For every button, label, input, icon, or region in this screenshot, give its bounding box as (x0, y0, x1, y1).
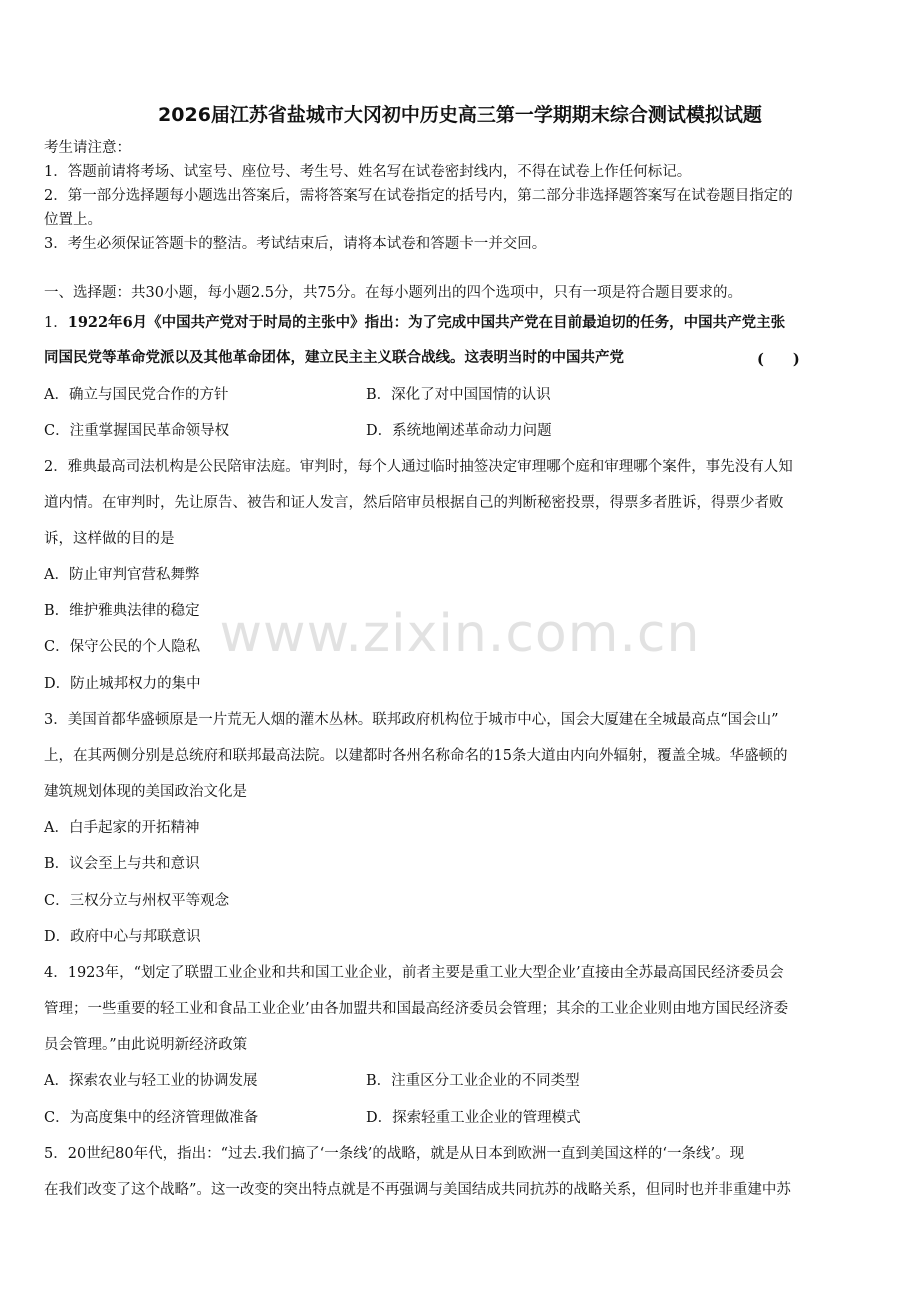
question-text-line: 1922年6月《中国共产党对于时局的主张中》指出：为了完成中国共产党在目前最迫切的任务，中国共产党主张 (67, 314, 786, 331)
question-text-line: 上，在其两侧分别是总统府和联邦最高法院。以建都时各州名称命名的15条大道由内向外辐射，覆盖全城。华盛顿的 (44, 748, 788, 764)
option-b[interactable]: B．深化了对中国国情的认识 (366, 387, 551, 403)
notice-item: 位置上。 (44, 212, 102, 228)
option-b[interactable]: B．议会至上与共和意识 (44, 856, 200, 872)
question-4-text: 4．1923年，“划定了联盟工业企业和共和国工业企业，前者主要是重工业大型企业’直接由全苏最高国民经济委员会 (44, 965, 784, 981)
option-a[interactable]: A．防止审判官营私舞弊 (44, 567, 200, 583)
question-text-line: 员会管理。”由此说明新经济政策 (44, 1037, 248, 1053)
option-a[interactable]: A．确立与国民党合作的方针 (44, 387, 229, 403)
question-text-line: 建筑规划体现的美国政治文化是 (44, 784, 247, 800)
section-heading: 一、选择题：共30小题，每小题2.5分，共75分。在每小题列出的四个选项中，只有一项是符合题目要求的。 (44, 285, 742, 301)
option-b[interactable]: B．注重区分工业企业的不同类型 (366, 1073, 580, 1089)
option-c[interactable]: C．保守公民的个人隐私 (44, 639, 201, 655)
question-text-line: 在我们改变了这个战略”。这一改变的突出特点就是不再强调与美国结成共同抗苏的战略关系，但同时也并非重建中苏 (44, 1182, 791, 1198)
option-d[interactable]: D．防止城邦权力的集中 (44, 676, 201, 692)
notice-item: 2．第一部分选择题每小题选出答案后，需将答案写在试卷指定的括号内，第二部分非选择题答案写在试卷题目指定的 (44, 188, 793, 204)
question-text-line: 管理；一些重要的轻工业和食品工业企业’由各加盟共和国最高经济委员会管理；其余的工业企业则由地方国民经济委 (44, 1001, 789, 1017)
option-c[interactable]: C．三权分立与州权平等观念 (44, 893, 230, 909)
option-b[interactable]: B．维护雅典法律的稳定 (44, 603, 200, 619)
question-text-line: 诉，这样做的目的是 (44, 531, 175, 547)
option-d[interactable]: D．系统地阐述革命动力问题 (366, 423, 552, 439)
option-d[interactable]: D．探索轻重工业企业的管理模式 (366, 1110, 581, 1126)
watermark: www.zixin.com.cn (219, 604, 701, 664)
answer-bracket: ( ) (757, 351, 800, 368)
option-a[interactable]: A．白手起家的开拓精神 (44, 820, 200, 836)
page-title: 2026届江苏省盐城市大冈初中历史高三第一学期期末综合测试模拟试题 (158, 104, 762, 126)
question-1-text (44, 313, 880, 333)
option-a[interactable]: A．探索农业与轻工业的协调发展 (44, 1073, 258, 1089)
option-c[interactable]: C．为高度集中的经济管理做准备 (44, 1110, 259, 1126)
option-c[interactable]: C．注重掌握国民革命领导权 (44, 423, 230, 439)
notice-item: 1．答题前请将考场、试室号、座位号、考生号、姓名写在试卷密封线内，不得在试卷上作任何标记。 (44, 164, 692, 180)
question-number: 1． (44, 315, 68, 331)
question-5-text: 5．20世纪80年代，指出：“过去.我们搞了‘一条线’的战略，就是从日本到欧洲一直到美国这样的‘一条线’。现 (44, 1146, 745, 1162)
notice-heading: 考生请注意： (44, 140, 131, 156)
question-2-text: 2．雅典最高司法机构是公民陪审法庭。审判时，每个人通过临时抽签决定审理哪个庭和审理哪个案件，事先没有人知 (44, 459, 793, 475)
question-text-line: 同国民党等革命党派以及其他革命团体，建立民主主义联合战线。这表明当时的中国共产党 (44, 349, 624, 366)
option-d[interactable]: D．政府中心与邦联意识 (44, 929, 201, 945)
question-text-line: 道内情。在审判时，先让原告、被告和证人发言，然后陪审员根据自己的判断秘密投票，得票多者胜诉，得票少者败 (44, 495, 784, 511)
question-3-text: 3．美国首都华盛顿原是一片荒无人烟的灌木丛林。联邦政府机构位于城市中心，国会大厦建在全城最高点“国会山” (44, 712, 779, 728)
notice-item: 3．考生必须保证答题卡的整洁。考试结束后，请将本试卷和答题卡一并交回。 (44, 236, 547, 252)
